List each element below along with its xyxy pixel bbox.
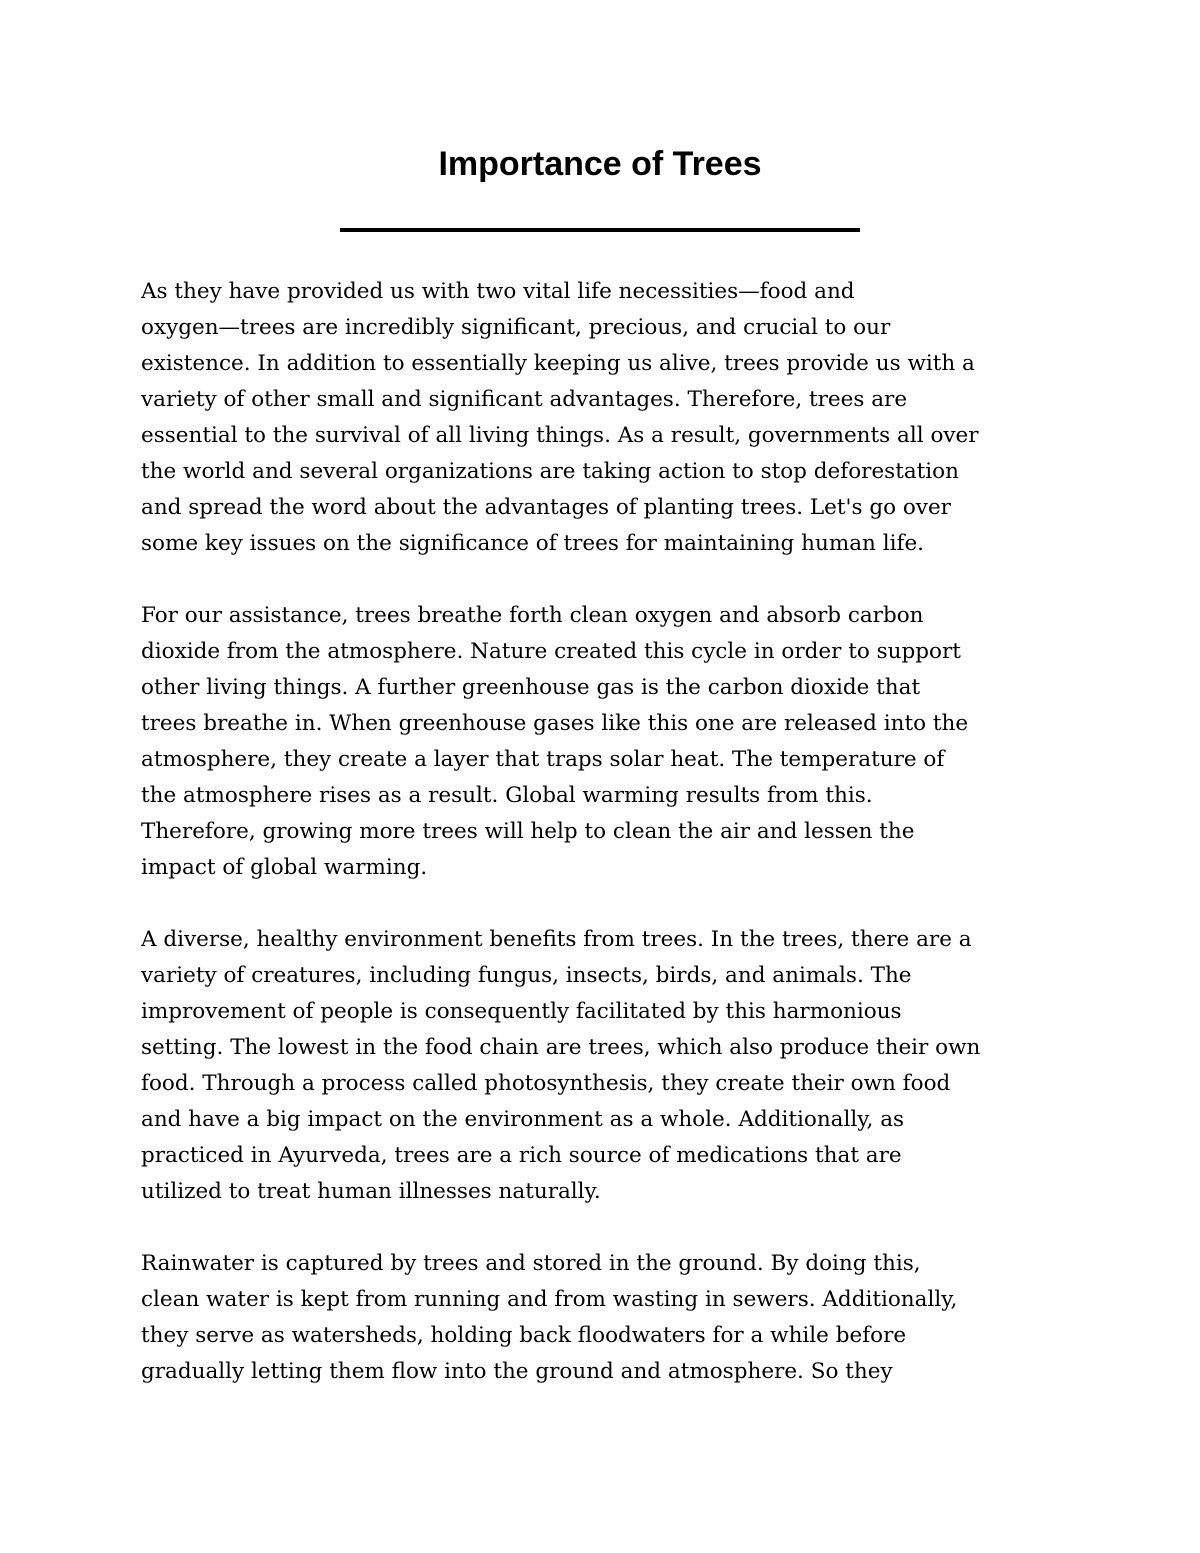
text-line: they serve as watersheds, holding back floodwaters for a while before — [141, 1323, 907, 1348]
document-title: Importance of Trees — [438, 145, 762, 183]
text-line: setting. The lowest in the food chain are trees, which also produce their own — [141, 1035, 981, 1060]
text-line: impact of global warming. — [141, 855, 428, 880]
text-line: other living things. A further greenhouse gas is the carbon dioxide that — [141, 675, 921, 700]
text-line: variety of creatures, including fungus, insects, birds, and animals. The — [141, 963, 912, 988]
text-line: the world and several organizations are taking action to stop deforestation — [141, 459, 959, 484]
text-line: oxygen—trees are incredibly significant, precious, and crucial to our — [141, 315, 891, 340]
text-line: practiced in Ayurveda, trees are a rich source of medications that are — [141, 1143, 902, 1168]
text-line: gradually letting them flow into the ground and atmosphere. So they — [141, 1359, 893, 1384]
text-line: dioxide from the atmosphere. Nature created this cycle in order to support — [141, 639, 961, 664]
text-line: essential to the survival of all living things. As a result, governments all over — [141, 423, 979, 448]
text-line: food. Through a process called photosynthesis, they create their own food — [141, 1071, 951, 1096]
text-line: utilized to treat human illnesses naturally. — [141, 1179, 601, 1204]
text-line: Rainwater is captured by trees and stored in the ground. By doing this, — [141, 1251, 921, 1276]
paragraph-4 — [141, 1246, 1066, 1390]
paragraph-2 — [141, 598, 1066, 886]
text-line: and have a big impact on the environment as a whole. Additionally, as — [141, 1107, 905, 1132]
text-line: A diverse, healthy environment benefits from trees. In the trees, there are a — [141, 927, 972, 952]
text-line: clean water is kept from running and from wasting in sewers. Additionally, — [141, 1287, 958, 1312]
document-body — [141, 274, 1066, 1426]
text-line: trees breathe in. When greenhouse gases like this one are released into the — [141, 711, 969, 736]
text-line: the atmosphere rises as a result. Global warming results from this. — [141, 783, 873, 808]
text-line: For our assistance, trees breathe forth clean oxygen and absorb carbon — [141, 603, 924, 628]
text-line: existence. In addition to essentially keeping us alive, trees provide us with a — [141, 351, 975, 376]
text-line: some key issues on the significance of trees for maintaining human life. — [141, 531, 925, 556]
title-underline — [340, 228, 860, 232]
text-line: atmosphere, they create a layer that traps solar heat. The temperature of — [141, 747, 945, 772]
text-line: Therefore, growing more trees will help to clean the air and lessen the — [141, 819, 915, 844]
text-line: and spread the word about the advantages of planting trees. Let's go over — [141, 495, 951, 520]
paragraph-1 — [141, 274, 1066, 562]
text-line: variety of other small and significant advantages. Therefore, trees are — [141, 387, 908, 412]
text-line: improvement of people is consequently facilitated by this harmonious — [141, 999, 902, 1024]
text-line: As they have provided us with two vital life necessities—food and — [141, 279, 855, 304]
paragraph-3 — [141, 922, 1066, 1210]
